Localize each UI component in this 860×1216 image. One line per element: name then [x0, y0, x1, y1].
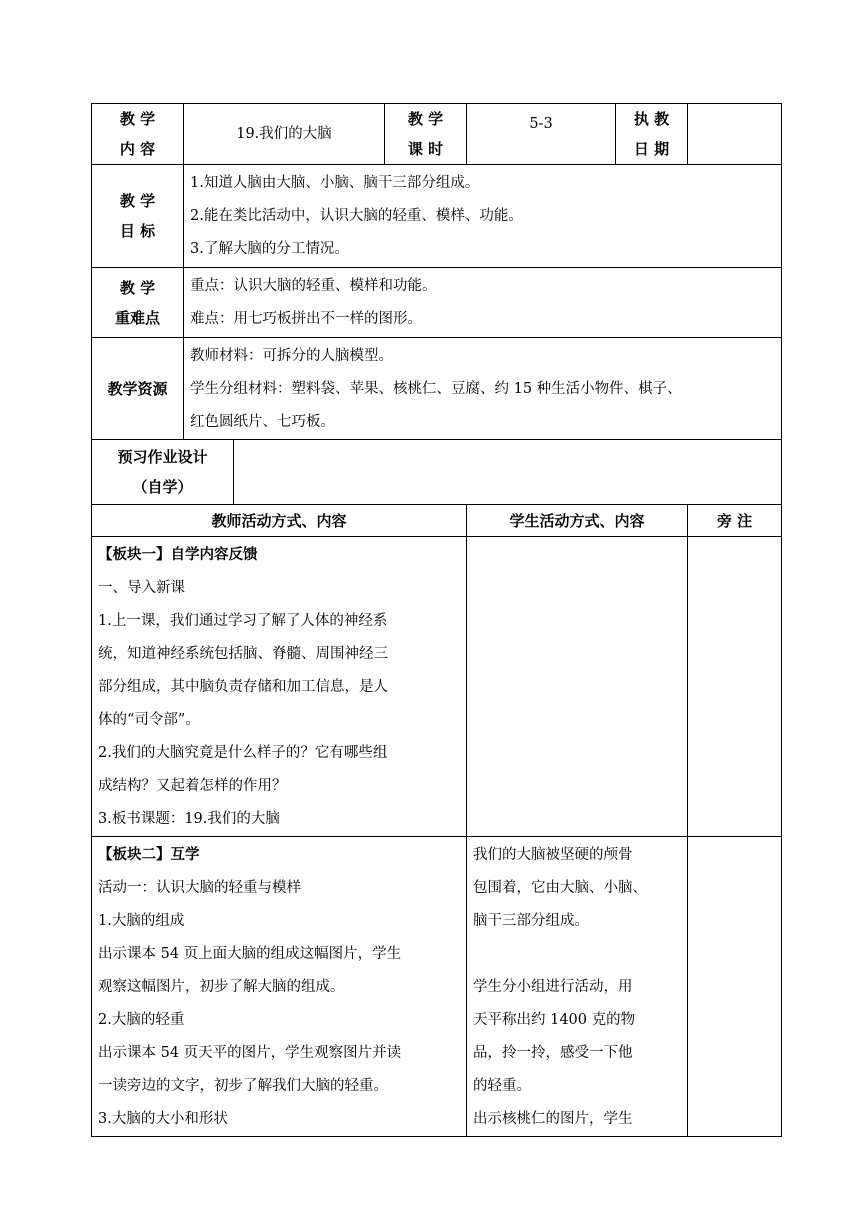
block2-line: 2.大脑的轻重: [98, 1012, 185, 1028]
block1-line: 2.我们的大脑究竟是什么样子的？它有哪些组: [98, 745, 388, 761]
key-point-item: 难点：用七巧板拼出不一样的图形。: [190, 311, 422, 327]
block2-title: 【板块二】互学: [98, 847, 200, 863]
block2-teacher: [92, 837, 467, 1137]
content-value: 19.我们的大脑: [184, 104, 385, 165]
content-label: 教 学 内 容: [92, 104, 184, 165]
notes-column-header: 旁 注: [688, 505, 782, 537]
block2-student-line: 我们的大脑被坚硬的颅骨: [473, 847, 633, 863]
block1-line: 成结构？又起着怎样的作用？: [98, 778, 287, 794]
key-points-label: 教 学 重难点: [92, 268, 184, 338]
goal-item: 1.知道人脑由大脑、小脑、脑干三部分组成。: [190, 175, 480, 191]
block2-student-line: 天平称出约 1400 克的物: [473, 1012, 636, 1028]
block1-line: 部分组成，其中脑负责存储和加工信息，是人: [98, 679, 388, 695]
block2-student-line: 的轻重。: [473, 1078, 531, 1094]
block2-line: 出示课本 54 页天平的图片，学生观察图片并读: [98, 1045, 402, 1061]
block2-line: 1.大脑的组成: [98, 913, 185, 929]
resource-item: 学生分组材料：塑料袋、苹果、核桃仁、豆腐、约 15 种生活小物件、棋子、: [190, 381, 682, 397]
preview-label: 预习作业设计 （自学）: [92, 440, 234, 505]
goal-item: 2.能在类比活动中，认识大脑的轻重、模样、功能。: [190, 208, 523, 224]
resources-content: [184, 338, 782, 440]
block2-line: 观察这幅图片，初步了解大脑的组成。: [98, 979, 345, 995]
block2-student-line: 脑干三部分组成。: [473, 913, 589, 929]
block2-student-line: 品，拎一拎，感受一下他: [473, 1045, 633, 1061]
teacher-column-header: 教师活动方式、内容: [92, 505, 467, 537]
date-label: 执 教 日 期: [616, 104, 688, 165]
student-column-header: 学生活动方式、内容: [467, 505, 688, 537]
block2-student-line: [473, 938, 681, 971]
period-label: 教 学 课 时: [385, 104, 467, 165]
goals-label: 教 学 目 标: [92, 165, 184, 268]
block1-notes: [688, 537, 782, 837]
date-value: [688, 104, 782, 165]
block2-line: 出示课本 54 页上面大脑的组成这幅图片，学生: [98, 946, 402, 962]
key-point-item: 重点：认识大脑的轻重、模样和功能。: [190, 278, 437, 294]
block2-student-line: 出示核桃仁的图片，学生: [473, 1111, 633, 1127]
resource-item: 教师材料：可拆分的人脑模型。: [190, 348, 393, 364]
block1-teacher: [92, 537, 467, 837]
resource-item: 红色圆纸片、七巧板。: [190, 414, 335, 430]
block2-student-line: 包围着，它由大脑、小脑、: [473, 880, 647, 896]
block1-title: 【板块一】自学内容反馈: [98, 547, 258, 563]
block2-notes: [688, 837, 782, 1137]
block1-line: 体的“司令部”。: [98, 712, 200, 728]
block2-student: [467, 837, 688, 1137]
block2-line: 活动一：认识大脑的轻重与模样: [98, 880, 301, 896]
block1-line: 统，知道神经系统包括脑、脊髓、周围神经三: [98, 646, 388, 662]
goals-content: [184, 165, 782, 268]
key-points-content: [184, 268, 782, 338]
block2-line: 一读旁边的文字，初步了解我们大脑的轻重。: [98, 1078, 388, 1094]
block1-line: 1.上一课，我们通过学习了解了人体的神经系: [98, 613, 388, 629]
goal-item: 3.了解大脑的分工情况。: [190, 241, 349, 257]
lesson-plan-table: [91, 103, 782, 1137]
block1-line: 3.板书课题：19.我们的大脑: [98, 811, 280, 827]
resources-label: 教学资源: [92, 338, 184, 440]
period-value: 5-3: [467, 104, 616, 165]
block2-line: 3.大脑的大小和形状: [98, 1111, 228, 1127]
preview-value: [234, 440, 782, 505]
block2-student-line: 学生分小组进行活动，用: [473, 979, 633, 995]
block1-student: [467, 537, 688, 837]
block1-line: 一、导入新课: [98, 580, 185, 596]
